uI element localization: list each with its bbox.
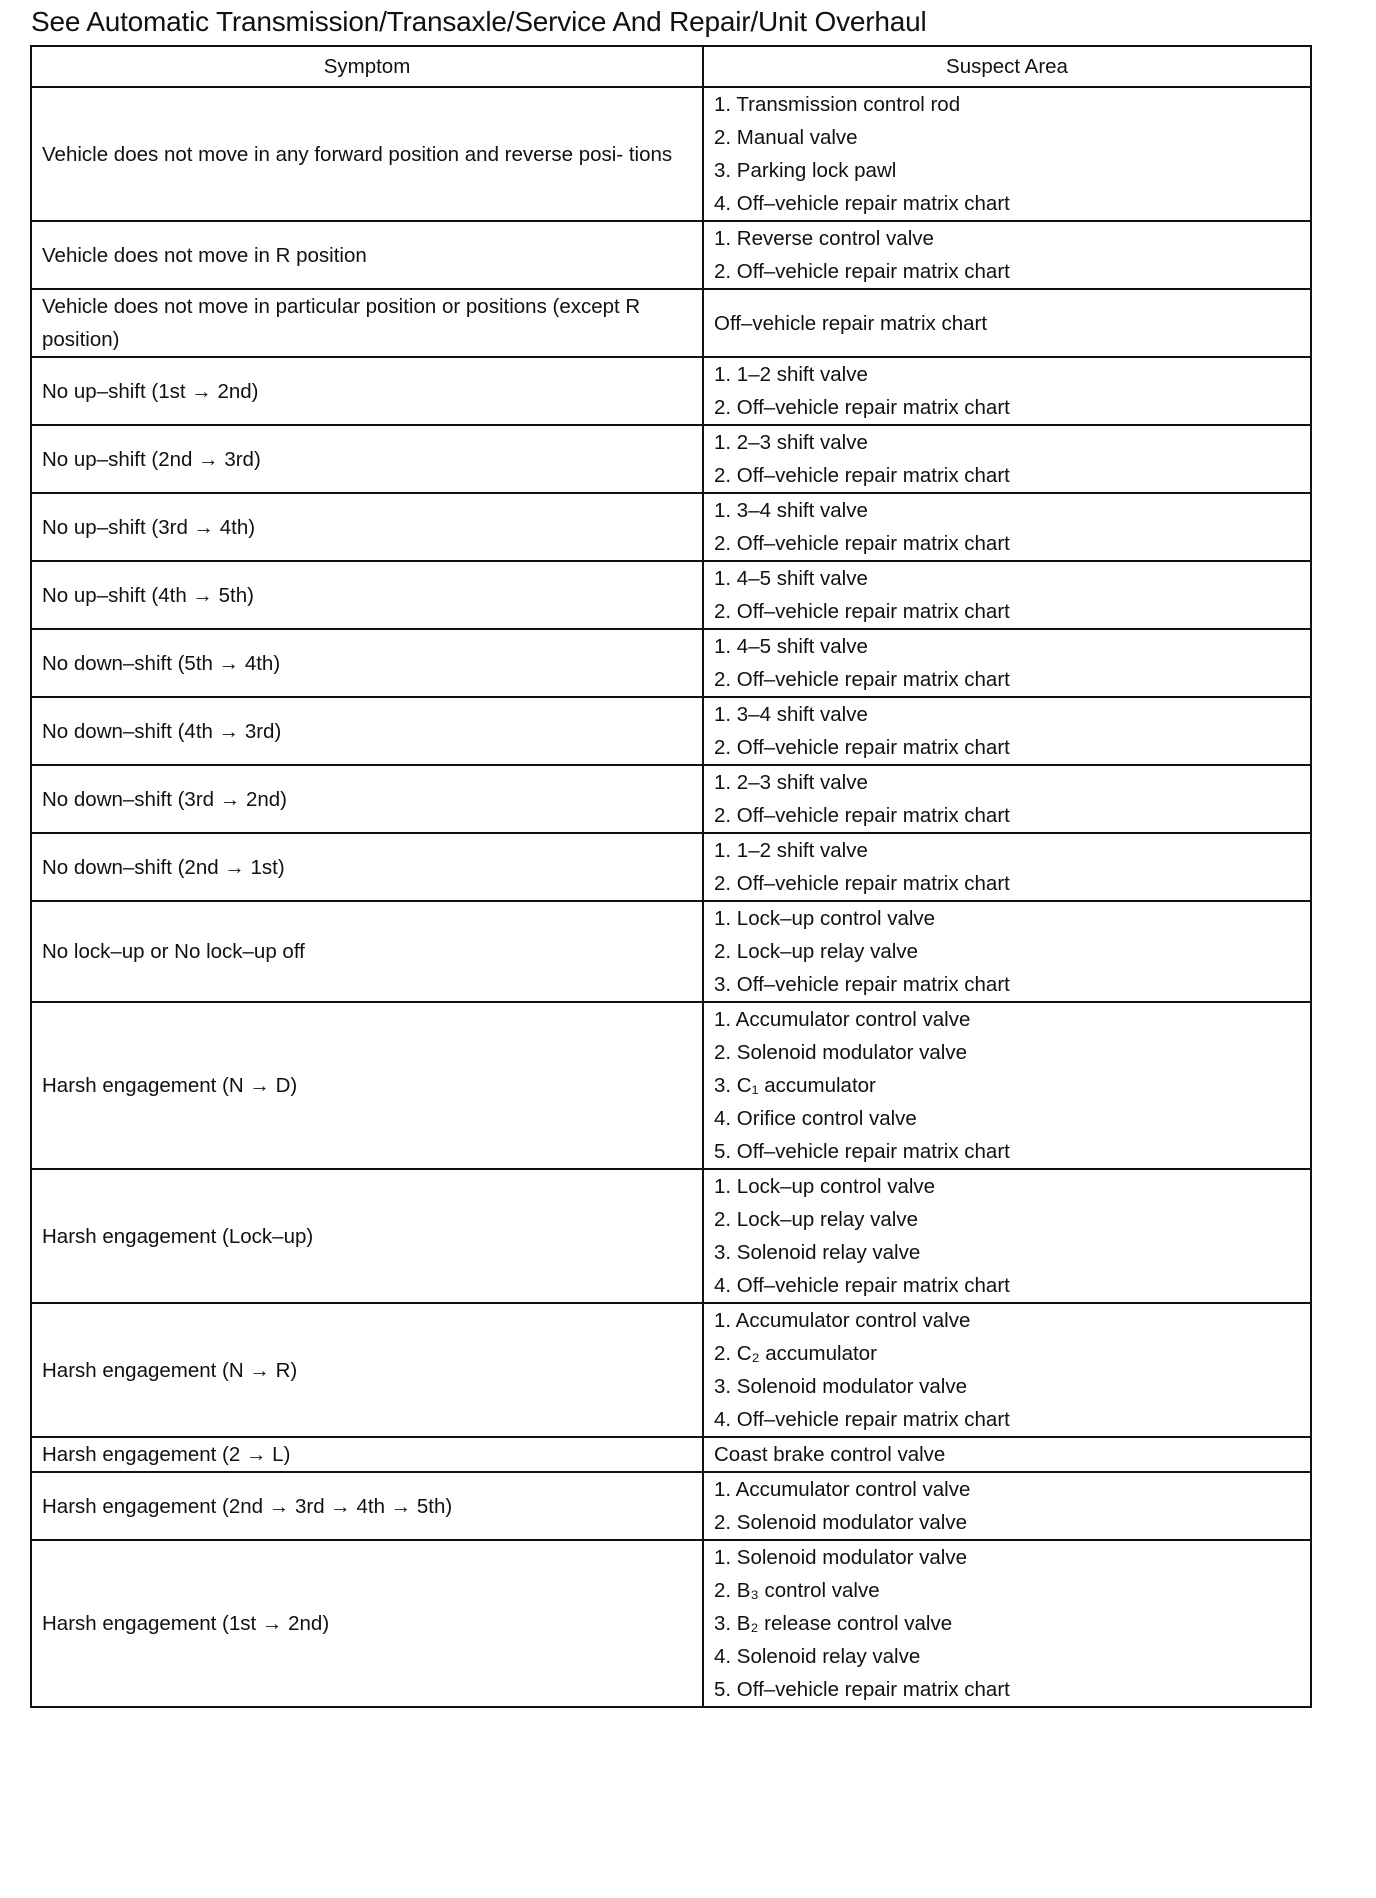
suspect-item: 1. Accumulator control valve <box>714 1478 971 1501</box>
suspect-list <box>714 426 1300 492</box>
suspect-list <box>714 1438 1300 1471</box>
suspect-item: 1. Transmission control rod <box>714 93 961 116</box>
suspect-list <box>714 307 1300 340</box>
suspect-item: Off–vehicle repair matrix chart <box>714 311 988 335</box>
suspect-item: 2. Off–vehicle repair matrix chart <box>714 532 1010 555</box>
table-row <box>31 1303 1311 1437</box>
symptom-cell <box>31 1437 703 1472</box>
suspect-item: 1. Reverse control valve <box>714 227 934 250</box>
symptom-cell <box>31 1169 703 1303</box>
suspect-item: 3. Solenoid modulator valve <box>714 1375 967 1398</box>
suspect-area-cell <box>703 1437 1311 1472</box>
suspect-item: 1. 4–5 shift valve <box>714 567 868 590</box>
suspect-list <box>714 1170 1300 1302</box>
suspect-item: 3. B₂ release control valve <box>714 1612 953 1635</box>
table-row <box>31 1169 1311 1303</box>
suspect-item: 1. 2–3 shift valve <box>714 771 868 794</box>
suspect-list <box>714 630 1300 696</box>
table-row <box>31 1437 1311 1472</box>
table-row <box>31 1540 1311 1707</box>
suspect-area-cell <box>703 221 1311 289</box>
symptom-text: No up–shift (4th → 5th) <box>42 583 254 607</box>
suspect-list <box>714 1003 1300 1168</box>
suspect-item: 2. Off–vehicle repair matrix chart <box>714 464 1010 487</box>
suspect-area-cell <box>703 289 1311 357</box>
symptom-text: No lock–up or No lock–up off <box>42 940 305 963</box>
symptom-text: Harsh engagement (2 → L) <box>42 1443 291 1466</box>
symptom-cell <box>31 1002 703 1169</box>
suspect-area-cell <box>703 1540 1311 1707</box>
suspect-list <box>714 1304 1300 1436</box>
suspect-item: 3. Parking lock pawl <box>714 159 897 182</box>
suspect-item: 2. Lock–up relay valve <box>714 940 918 963</box>
table-row <box>31 765 1311 833</box>
symptom-text: Harsh engagement (2nd → 3rd → 4th → 5th) <box>42 1494 453 1518</box>
suspect-area-cell <box>703 1472 1311 1540</box>
suspect-item: 2. Off–vehicle repair matrix chart <box>714 600 1010 623</box>
suspect-item: 3. Off–vehicle repair matrix chart <box>714 973 1010 996</box>
suspect-list <box>714 698 1300 764</box>
symptom-cell <box>31 1303 703 1437</box>
table-header-row <box>31 46 1311 87</box>
symptom-text: Vehicle does not move in R position <box>42 243 367 267</box>
suspect-item: 2. Off–vehicle repair matrix chart <box>714 396 1010 419</box>
table-row <box>31 1002 1311 1169</box>
suspect-item: 2. C₂ accumulator <box>714 1342 877 1365</box>
suspect-area-cell <box>703 493 1311 561</box>
suspect-item: 1. 1–2 shift valve <box>714 839 868 862</box>
symptom-text: No up–shift (1st → 2nd) <box>42 379 259 403</box>
symptom-text: No up–shift (3rd → 4th) <box>42 515 256 539</box>
suspect-item: 4. Off–vehicle repair matrix chart <box>714 1408 1010 1431</box>
suspect-item: 1. 2–3 shift valve <box>714 431 868 454</box>
suspect-item: 2. Off–vehicle repair matrix chart <box>714 736 1010 759</box>
table-row <box>31 221 1311 289</box>
suspect-item: 2. Off–vehicle repair matrix chart <box>714 668 1010 691</box>
table-row <box>31 901 1311 1002</box>
suspect-area-cell <box>703 87 1311 221</box>
suspect-item: 2. Solenoid modulator valve <box>714 1041 967 1064</box>
suspect-area-cell <box>703 765 1311 833</box>
suspect-list <box>714 834 1300 900</box>
suspect-list <box>714 562 1300 628</box>
symptom-cell <box>31 493 703 561</box>
suspect-area-cell <box>703 561 1311 629</box>
suspect-item: 4. Off–vehicle repair matrix chart <box>714 192 1010 215</box>
suspect-item: 1. Accumulator control valve <box>714 1008 971 1031</box>
symptom-cell <box>31 833 703 901</box>
symptom-cell <box>31 629 703 697</box>
suspect-item: 5. Off–vehicle repair matrix chart <box>714 1140 1010 1163</box>
column-header-suspect-area: Suspect Area <box>703 46 1311 87</box>
suspect-item: 2. Off–vehicle repair matrix chart <box>714 260 1010 283</box>
symptom-cell <box>31 1472 703 1540</box>
suspect-area-cell <box>703 1002 1311 1169</box>
suspect-item: 3. Solenoid relay valve <box>714 1241 921 1264</box>
suspect-area-cell <box>703 629 1311 697</box>
symptom-text: Harsh engagement (1st → 2nd) <box>42 1612 330 1635</box>
symptom-cell <box>31 901 703 1002</box>
suspect-area-cell <box>703 901 1311 1002</box>
suspect-list <box>714 222 1300 288</box>
suspect-item: 1. 1–2 shift valve <box>714 363 868 386</box>
table-row <box>31 87 1311 221</box>
table-row <box>31 697 1311 765</box>
table-row <box>31 357 1311 425</box>
table-row <box>31 833 1311 901</box>
suspect-area-cell <box>703 1169 1311 1303</box>
suspect-item: Coast brake control valve <box>714 1443 946 1466</box>
suspect-item: 1. Lock–up control valve <box>714 1175 936 1198</box>
suspect-item: 2. Manual valve <box>714 126 858 149</box>
symptom-cell <box>31 561 703 629</box>
suspect-item: 2. Off–vehicle repair matrix chart <box>714 872 1010 895</box>
table-row <box>31 289 1311 357</box>
symptom-cell <box>31 425 703 493</box>
suspect-item: 2. Off–vehicle repair matrix chart <box>714 804 1010 827</box>
symptom-cell <box>31 697 703 765</box>
symptom-cell <box>31 289 703 357</box>
suspect-item: 4. Solenoid relay valve <box>714 1645 921 1668</box>
symptom-text: Harsh engagement (N → R) <box>42 1358 298 1382</box>
suspect-item: 2. Solenoid modulator valve <box>714 1511 967 1534</box>
symptom-text: No down–shift (3rd → 2nd) <box>42 787 287 811</box>
symptom-cell <box>31 765 703 833</box>
symptom-text: No down–shift (2nd → 1st) <box>42 855 285 879</box>
suspect-area-cell <box>703 357 1311 425</box>
suspect-area-cell <box>703 697 1311 765</box>
suspect-item: 2. B₃ control valve <box>714 1579 880 1602</box>
table-row <box>31 493 1311 561</box>
suspect-item: 1. 3–4 shift valve <box>714 499 868 522</box>
suspect-item: 3. C₁ accumulator <box>714 1074 876 1097</box>
symptom-cell <box>31 1540 703 1707</box>
table-row <box>31 425 1311 493</box>
suspect-item: 5. Off–vehicle repair matrix chart <box>714 1678 1010 1701</box>
suspect-item: 1. 3–4 shift valve <box>714 703 868 726</box>
suspect-item: 1. 4–5 shift valve <box>714 635 868 658</box>
suspect-area-cell <box>703 425 1311 493</box>
symptom-text: No down–shift (5th → 4th) <box>42 651 281 675</box>
suspect-item: 4. Off–vehicle repair matrix chart <box>714 1274 1010 1297</box>
suspect-list <box>714 1541 1300 1706</box>
suspect-item: 1. Solenoid modulator valve <box>714 1546 967 1569</box>
symptom-text: Vehicle does not move in particular position or positions (except R position) <box>42 295 641 351</box>
symptom-text: Vehicle does not move in any forward position and reverse posi- tions <box>42 142 673 166</box>
table-row <box>31 629 1311 697</box>
suspect-item: 2. Lock–up relay valve <box>714 1208 918 1231</box>
table-row <box>31 561 1311 629</box>
suspect-list <box>714 1473 1300 1539</box>
symptom-text: No down–shift (4th → 3rd) <box>42 719 282 743</box>
troubleshooting-table <box>30 45 1312 1708</box>
suspect-area-cell <box>703 833 1311 901</box>
symptom-cell <box>31 221 703 289</box>
suspect-item: 4. Orifice control valve <box>714 1107 917 1130</box>
page-heading: See Automatic Transmission/Transaxle/Service And Repair/Unit Overhaul <box>31 6 927 37</box>
suspect-list <box>714 494 1300 560</box>
symptom-text: Harsh engagement (N → D) <box>42 1074 298 1097</box>
symptom-text: Harsh engagement (Lock–up) <box>42 1224 314 1248</box>
suspect-list <box>714 88 1300 220</box>
symptom-cell <box>31 87 703 221</box>
suspect-list <box>714 902 1300 1001</box>
symptom-text: No up–shift (2nd → 3rd) <box>42 447 261 471</box>
table-row <box>31 1472 1311 1540</box>
column-header-symptom: Symptom <box>31 46 703 87</box>
suspect-list <box>714 358 1300 424</box>
suspect-list <box>714 766 1300 832</box>
table-body <box>31 87 1311 1707</box>
suspect-item: 1. Accumulator control valve <box>714 1309 971 1332</box>
suspect-area-cell <box>703 1303 1311 1437</box>
suspect-item: 1. Lock–up control valve <box>714 907 936 930</box>
symptom-cell <box>31 357 703 425</box>
